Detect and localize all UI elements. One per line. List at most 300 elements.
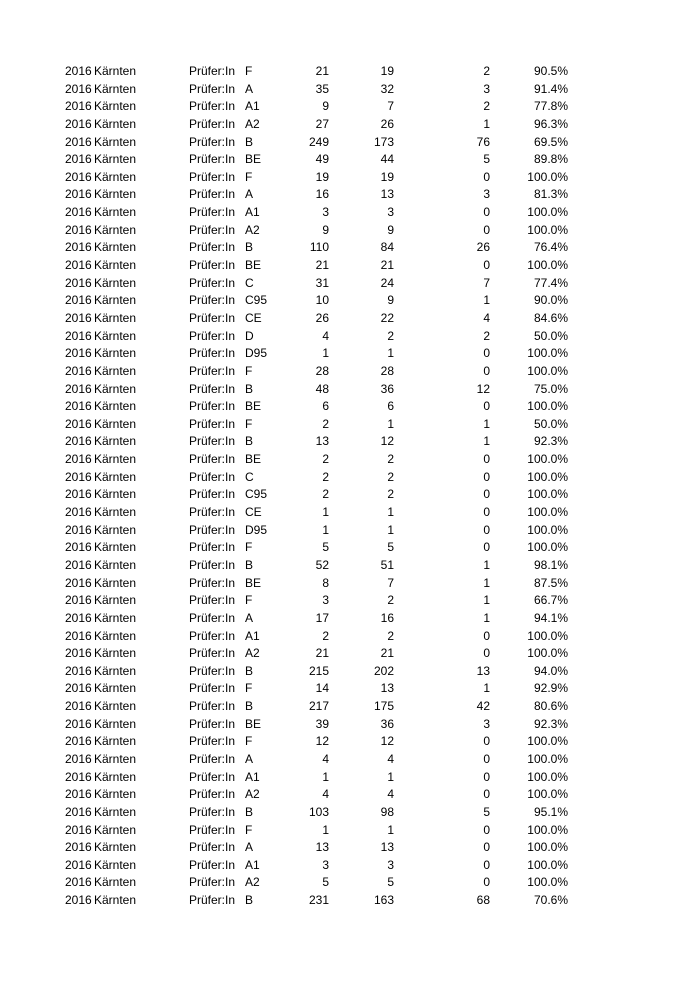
pass-rate-cell: 50.0%: [533, 416, 568, 431]
table-row: [0, 663, 700, 681]
pass-rate-cell: 100.0%: [527, 840, 568, 855]
role-cell: Prüfer:In: [189, 840, 236, 855]
region-cell: Kärnten: [94, 522, 137, 537]
pass-rate-cell: 50.0%: [533, 328, 568, 343]
passed-count-cell: 21: [380, 646, 394, 661]
passed-count-cell: 32: [380, 81, 394, 96]
total-count-cell: 48: [315, 381, 329, 396]
passed-count-cell: 12: [380, 734, 394, 749]
region-cell: Kärnten: [94, 222, 137, 237]
pass-rate-cell: 100.0%: [527, 205, 568, 220]
pass-rate-cell: 100.0%: [527, 346, 568, 361]
year-cell: 2016: [65, 64, 92, 78]
region-cell: Kärnten: [94, 205, 137, 220]
year-cell: 2016: [65, 99, 92, 114]
table-row: [0, 186, 700, 204]
total-count-cell: 13: [315, 434, 329, 449]
role-cell: Prüfer:In: [189, 610, 236, 625]
passed-count-cell: 19: [380, 169, 394, 184]
year-cell: 2016: [65, 557, 92, 572]
failed-count-cell: 0: [483, 258, 490, 273]
role-cell: Prüfer:In: [189, 628, 236, 643]
region-cell: Kärnten: [94, 469, 137, 484]
passed-count-cell: 1: [387, 416, 394, 431]
year-cell: 2016: [65, 328, 92, 343]
region-cell: Kärnten: [94, 328, 137, 343]
license-class-cell: A1: [245, 769, 260, 784]
failed-count-cell: 0: [483, 363, 490, 378]
year-cell: 2016: [65, 416, 92, 431]
total-count-cell: 21: [315, 646, 329, 661]
table-row: [0, 345, 700, 363]
year-cell: 2016: [65, 258, 92, 273]
total-count-cell: 2: [322, 416, 329, 431]
failed-count-cell: 1: [483, 610, 490, 625]
license-class-cell: A2: [245, 222, 260, 237]
pass-rate-cell: 100.0%: [527, 222, 568, 237]
license-class-cell: F: [245, 416, 253, 431]
pass-rate-cell: 100.0%: [527, 751, 568, 766]
total-count-cell: 9: [322, 222, 329, 237]
license-class-cell: BE: [245, 716, 262, 731]
total-count-cell: 49: [315, 152, 329, 167]
year-cell: 2016: [65, 505, 92, 520]
table-row: [0, 98, 700, 116]
region-cell: Kärnten: [94, 734, 137, 749]
license-class-cell: A: [245, 81, 254, 96]
license-class-cell: D95: [245, 346, 268, 361]
license-class-cell: B: [245, 557, 254, 572]
license-class-cell: A: [245, 187, 254, 202]
table-row: [0, 892, 700, 910]
passed-count-cell: 1: [387, 769, 394, 784]
table-row: [0, 416, 700, 434]
failed-count-cell: 0: [483, 205, 490, 220]
total-count-cell: 1: [322, 346, 329, 361]
role-cell: Prüfer:In: [189, 787, 236, 802]
license-class-cell: A2: [245, 875, 260, 890]
failed-count-cell: 0: [483, 751, 490, 766]
total-count-cell: 2: [322, 487, 329, 502]
pass-rate-cell: 98.1%: [533, 557, 568, 572]
region-cell: Kärnten: [94, 699, 137, 714]
license-class-cell: B: [245, 134, 254, 149]
license-class-cell: F: [245, 363, 253, 378]
role-cell: Prüfer:In: [189, 434, 236, 449]
passed-count-cell: 51: [380, 557, 394, 572]
table-row: [0, 204, 700, 222]
total-count-cell: 217: [308, 699, 329, 714]
license-class-cell: A2: [245, 646, 260, 661]
role-cell: Prüfer:In: [189, 505, 236, 520]
passed-count-cell: 7: [387, 99, 394, 114]
region-cell: Kärnten: [94, 152, 137, 167]
region-cell: Kärnten: [94, 716, 137, 731]
role-cell: Prüfer:In: [189, 81, 236, 96]
passed-count-cell: 2: [387, 328, 394, 343]
passed-count-cell: 1: [387, 822, 394, 837]
year-cell: 2016: [65, 310, 92, 325]
pass-rate-cell: 89.8%: [533, 152, 568, 167]
region-cell: Kärnten: [94, 681, 137, 696]
role-cell: Prüfer:In: [189, 240, 236, 255]
role-cell: Prüfer:In: [189, 99, 236, 114]
passed-count-cell: 2: [387, 628, 394, 643]
pass-rate-cell: 100.0%: [527, 734, 568, 749]
pass-rate-cell: 100.0%: [527, 399, 568, 414]
year-cell: 2016: [65, 822, 92, 837]
total-count-cell: 5: [322, 540, 329, 555]
year-cell: 2016: [65, 540, 92, 555]
year-cell: 2016: [65, 116, 92, 131]
failed-count-cell: 2: [483, 328, 490, 343]
year-cell: 2016: [65, 169, 92, 184]
table-row: [0, 310, 700, 328]
license-class-cell: A1: [245, 205, 260, 220]
table-row: [0, 81, 700, 99]
failed-count-cell: 0: [483, 840, 490, 855]
pass-rate-cell: 81.3%: [533, 187, 568, 202]
region-cell: Kärnten: [94, 628, 137, 643]
license-class-cell: C95: [245, 487, 268, 502]
pass-rate-cell: 100.0%: [527, 628, 568, 643]
license-class-cell: A1: [245, 628, 260, 643]
failed-count-cell: 0: [483, 822, 490, 837]
passed-count-cell: 19: [380, 64, 394, 78]
table-row: [0, 381, 700, 399]
failed-count-cell: 0: [483, 875, 490, 890]
role-cell: Prüfer:In: [189, 716, 236, 731]
pass-rate-cell: 77.4%: [533, 275, 568, 290]
region-cell: Kärnten: [94, 487, 137, 502]
table-row: [0, 522, 700, 540]
table-row: [0, 716, 700, 734]
role-cell: Prüfer:In: [189, 452, 236, 467]
pass-rate-cell: 96.3%: [533, 116, 568, 131]
table-row: [0, 169, 700, 187]
failed-count-cell: 0: [483, 787, 490, 802]
failed-count-cell: 0: [483, 346, 490, 361]
region-cell: Kärnten: [94, 610, 137, 625]
role-cell: Prüfer:In: [189, 593, 236, 608]
license-class-cell: A2: [245, 116, 260, 131]
total-count-cell: 103: [308, 804, 329, 819]
total-count-cell: 31: [315, 275, 329, 290]
pass-rate-cell: 95.1%: [533, 804, 568, 819]
license-class-cell: F: [245, 169, 253, 184]
total-count-cell: 27: [315, 116, 329, 131]
table-row: [0, 733, 700, 751]
failed-count-cell: 1: [483, 681, 490, 696]
failed-count-cell: 2: [483, 64, 490, 78]
role-cell: Prüfer:In: [189, 575, 236, 590]
region-cell: Kärnten: [94, 134, 137, 149]
table-row: [0, 680, 700, 698]
year-cell: 2016: [65, 646, 92, 661]
failed-count-cell: 5: [483, 152, 490, 167]
year-cell: 2016: [65, 893, 92, 908]
passed-count-cell: 163: [373, 893, 394, 908]
total-count-cell: 14: [315, 681, 329, 696]
passed-count-cell: 98: [380, 804, 394, 819]
passed-count-cell: 9: [387, 222, 394, 237]
pass-rate-cell: 75.0%: [533, 381, 568, 396]
table-row: [0, 698, 700, 716]
license-class-cell: CE: [245, 310, 262, 325]
region-cell: Kärnten: [94, 646, 137, 661]
region-cell: Kärnten: [94, 893, 137, 908]
passed-count-cell: 21: [380, 258, 394, 273]
year-cell: 2016: [65, 275, 92, 290]
region-cell: Kärnten: [94, 769, 137, 784]
role-cell: Prüfer:In: [189, 116, 236, 131]
table-row: [0, 486, 700, 504]
license-class-cell: F: [245, 64, 253, 78]
role-cell: Prüfer:In: [189, 134, 236, 149]
pass-rate-cell: 77.8%: [533, 99, 568, 114]
passed-count-cell: 1: [387, 346, 394, 361]
year-cell: 2016: [65, 875, 92, 890]
passed-count-cell: 9: [387, 293, 394, 308]
passed-count-cell: 2: [387, 593, 394, 608]
passed-count-cell: 16: [380, 610, 394, 625]
failed-count-cell: 2: [483, 99, 490, 114]
year-cell: 2016: [65, 240, 92, 255]
region-cell: Kärnten: [94, 293, 137, 308]
total-count-cell: 21: [315, 258, 329, 273]
role-cell: Prüfer:In: [189, 152, 236, 167]
table-row: [0, 786, 700, 804]
region-cell: Kärnten: [94, 505, 137, 520]
passed-count-cell: 44: [380, 152, 394, 167]
failed-count-cell: 0: [483, 628, 490, 643]
pass-rate-cell: 100.0%: [527, 363, 568, 378]
year-cell: 2016: [65, 610, 92, 625]
role-cell: Prüfer:In: [189, 258, 236, 273]
total-count-cell: 39: [315, 716, 329, 731]
table-row: [0, 769, 700, 787]
failed-count-cell: 0: [483, 522, 490, 537]
table-row: [0, 539, 700, 557]
pass-rate-cell: 100.0%: [527, 522, 568, 537]
year-cell: 2016: [65, 134, 92, 149]
role-cell: Prüfer:In: [189, 734, 236, 749]
pass-rate-cell: 94.0%: [533, 663, 568, 678]
passed-count-cell: 173: [373, 134, 394, 149]
role-cell: Prüfer:In: [189, 681, 236, 696]
role-cell: Prüfer:In: [189, 381, 236, 396]
passed-count-cell: 13: [380, 681, 394, 696]
total-count-cell: 19: [315, 169, 329, 184]
license-class-cell: B: [245, 434, 254, 449]
failed-count-cell: 0: [483, 452, 490, 467]
role-cell: Prüfer:In: [189, 893, 236, 908]
role-cell: Prüfer:In: [189, 469, 236, 484]
role-cell: Prüfer:In: [189, 522, 236, 537]
passed-count-cell: 175: [373, 699, 394, 714]
passed-count-cell: 4: [387, 787, 394, 802]
year-cell: 2016: [65, 522, 92, 537]
role-cell: Prüfer:In: [189, 169, 236, 184]
failed-count-cell: 1: [483, 593, 490, 608]
year-cell: 2016: [65, 187, 92, 202]
total-count-cell: 3: [322, 205, 329, 220]
region-cell: Kärnten: [94, 99, 137, 114]
year-cell: 2016: [65, 593, 92, 608]
region-cell: Kärnten: [94, 416, 137, 431]
role-cell: Prüfer:In: [189, 751, 236, 766]
pass-rate-cell: 100.0%: [527, 822, 568, 837]
total-count-cell: 13: [315, 840, 329, 855]
role-cell: Prüfer:In: [189, 399, 236, 414]
failed-count-cell: 3: [483, 716, 490, 731]
license-class-cell: A1: [245, 857, 260, 872]
passed-count-cell: 7: [387, 575, 394, 590]
year-cell: 2016: [65, 663, 92, 678]
table-row: [0, 645, 700, 663]
passed-count-cell: 5: [387, 875, 394, 890]
passed-count-cell: 202: [373, 663, 394, 678]
region-cell: Kärnten: [94, 575, 137, 590]
year-cell: 2016: [65, 575, 92, 590]
license-class-cell: C: [245, 275, 254, 290]
year-cell: 2016: [65, 399, 92, 414]
role-cell: Prüfer:In: [189, 187, 236, 202]
license-class-cell: F: [245, 734, 253, 749]
pass-rate-cell: 91.4%: [533, 81, 568, 96]
passed-count-cell: 5: [387, 540, 394, 555]
role-cell: Prüfer:In: [189, 205, 236, 220]
passed-count-cell: 2: [387, 487, 394, 502]
year-cell: 2016: [65, 804, 92, 819]
region-cell: Kärnten: [94, 346, 137, 361]
region-cell: Kärnten: [94, 663, 137, 678]
region-cell: Kärnten: [94, 540, 137, 555]
total-count-cell: 249: [308, 134, 329, 149]
region-cell: Kärnten: [94, 240, 137, 255]
table-row: [0, 433, 700, 451]
table-row: [0, 398, 700, 416]
year-cell: 2016: [65, 222, 92, 237]
total-count-cell: 26: [315, 310, 329, 325]
table-row: [0, 239, 700, 257]
table-row: [0, 610, 700, 628]
role-cell: Prüfer:In: [189, 875, 236, 890]
role-cell: Prüfer:In: [189, 857, 236, 872]
total-count-cell: 2: [322, 469, 329, 484]
table-row: [0, 469, 700, 487]
year-cell: 2016: [65, 346, 92, 361]
failed-count-cell: 1: [483, 557, 490, 572]
year-cell: 2016: [65, 787, 92, 802]
table-row: [0, 275, 700, 293]
total-count-cell: 28: [315, 363, 329, 378]
table-row: [0, 63, 700, 81]
total-count-cell: 21: [315, 64, 329, 78]
license-class-cell: F: [245, 822, 253, 837]
table-row: [0, 222, 700, 240]
failed-count-cell: 0: [483, 399, 490, 414]
total-count-cell: 35: [315, 81, 329, 96]
region-cell: Kärnten: [94, 751, 137, 766]
region-cell: Kärnten: [94, 452, 137, 467]
passed-count-cell: 84: [380, 240, 394, 255]
table-row: [0, 504, 700, 522]
pass-rate-cell: 80.6%: [533, 699, 568, 714]
region-cell: Kärnten: [94, 275, 137, 290]
year-cell: 2016: [65, 205, 92, 220]
license-class-cell: B: [245, 663, 254, 678]
region-cell: Kärnten: [94, 557, 137, 572]
passed-count-cell: 26: [380, 116, 394, 131]
year-cell: 2016: [65, 152, 92, 167]
role-cell: Prüfer:In: [189, 416, 236, 431]
region-cell: Kärnten: [94, 258, 137, 273]
total-count-cell: 1: [322, 769, 329, 784]
total-count-cell: 8: [322, 575, 329, 590]
pass-rate-cell: 84.6%: [533, 310, 568, 325]
role-cell: Prüfer:In: [189, 328, 236, 343]
pass-rate-cell: 66.7%: [533, 593, 568, 608]
passed-count-cell: 36: [380, 716, 394, 731]
license-class-cell: A: [245, 610, 254, 625]
passed-count-cell: 13: [380, 840, 394, 855]
license-class-cell: B: [245, 804, 254, 819]
pass-rate-cell: 92.3%: [533, 434, 568, 449]
pass-rate-cell: 100.0%: [527, 787, 568, 802]
failed-count-cell: 76: [476, 134, 490, 149]
region-cell: Kärnten: [94, 822, 137, 837]
table-row: [0, 804, 700, 822]
year-cell: 2016: [65, 381, 92, 396]
license-class-cell: BE: [245, 575, 262, 590]
year-cell: 2016: [65, 734, 92, 749]
table-row: [0, 116, 700, 134]
failed-count-cell: 4: [483, 310, 490, 325]
failed-count-cell: 0: [483, 169, 490, 184]
total-count-cell: 6: [322, 399, 329, 414]
total-count-cell: 16: [315, 187, 329, 202]
role-cell: Prüfer:In: [189, 222, 236, 237]
license-class-cell: F: [245, 540, 253, 555]
role-cell: Prüfer:In: [189, 663, 236, 678]
region-cell: Kärnten: [94, 593, 137, 608]
table-row: [0, 151, 700, 169]
table-row: [0, 292, 700, 310]
region-cell: Kärnten: [94, 81, 137, 96]
pass-rate-cell: 100.0%: [527, 857, 568, 872]
license-class-cell: CE: [245, 505, 262, 520]
year-cell: 2016: [65, 293, 92, 308]
year-cell: 2016: [65, 487, 92, 502]
passed-count-cell: 13: [380, 187, 394, 202]
passed-count-cell: 2: [387, 469, 394, 484]
total-count-cell: 1: [322, 505, 329, 520]
region-cell: Kärnten: [94, 857, 137, 872]
license-class-cell: A: [245, 840, 254, 855]
pass-rate-cell: 100.0%: [527, 540, 568, 555]
license-class-cell: BE: [245, 399, 262, 414]
total-count-cell: 2: [322, 452, 329, 467]
license-class-cell: C: [245, 469, 254, 484]
license-class-cell: C95: [245, 293, 268, 308]
year-cell: 2016: [65, 840, 92, 855]
role-cell: Prüfer:In: [189, 769, 236, 784]
role-cell: Prüfer:In: [189, 804, 236, 819]
passed-count-cell: 6: [387, 399, 394, 414]
pass-rate-cell: 90.5%: [533, 64, 568, 78]
total-count-cell: 12: [315, 734, 329, 749]
